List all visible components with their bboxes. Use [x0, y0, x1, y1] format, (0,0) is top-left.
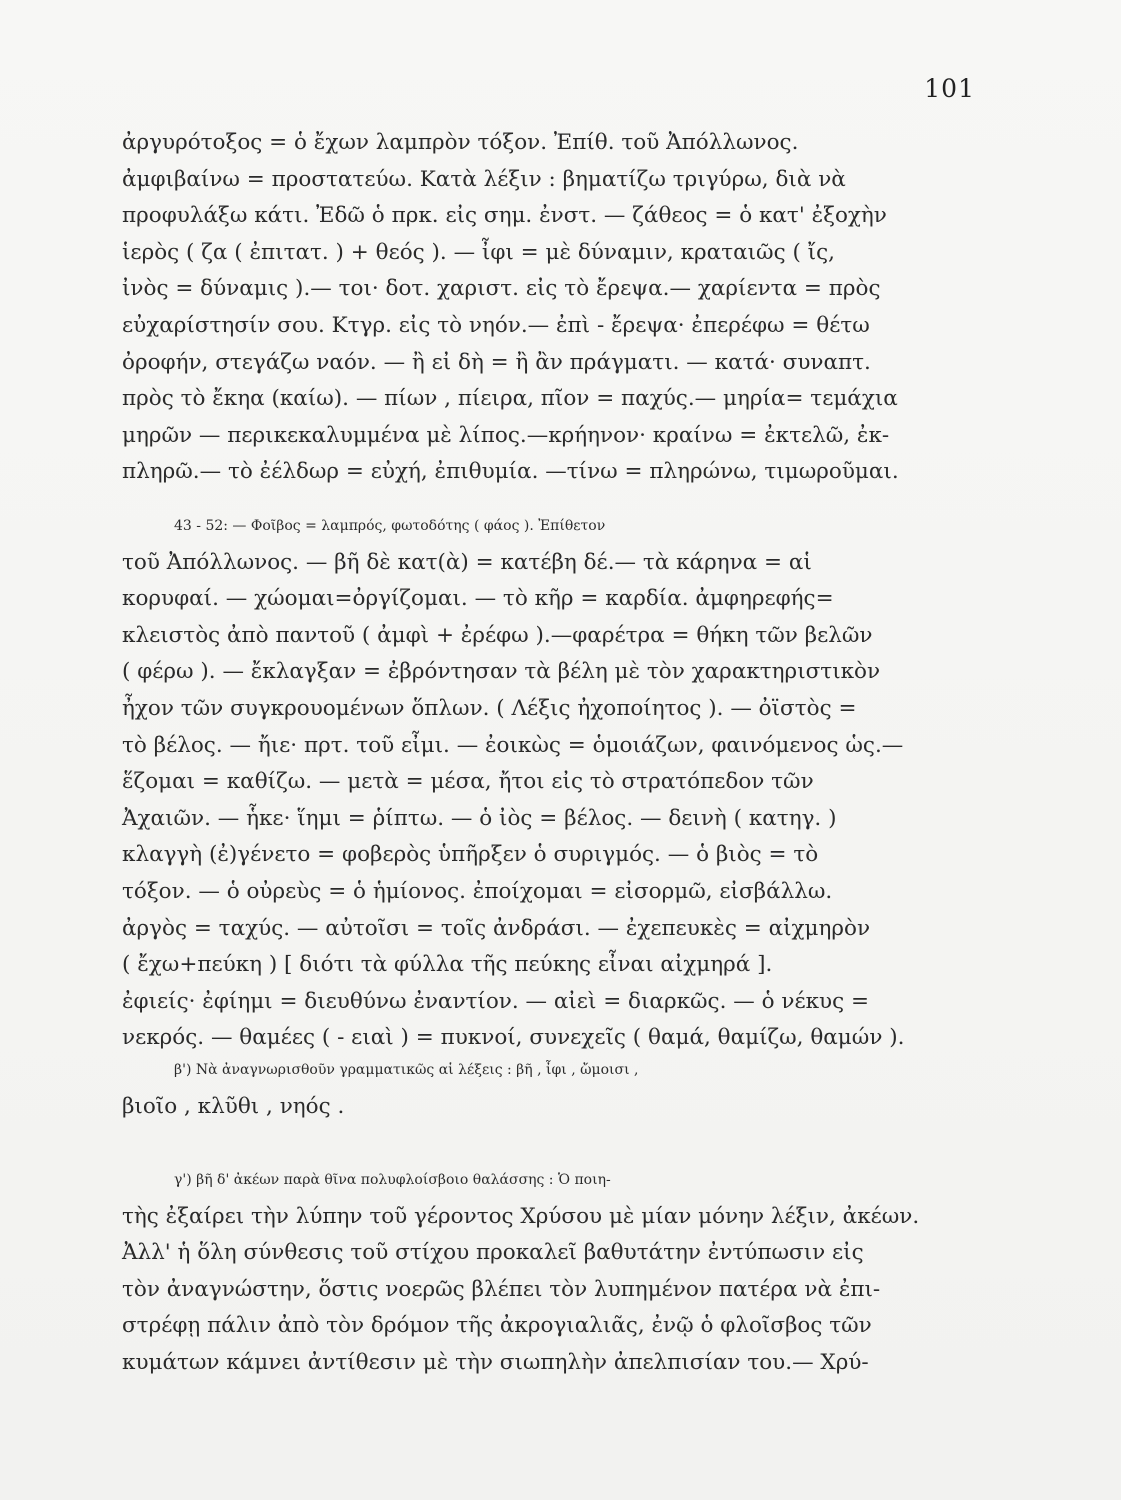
text-line: στρέφῃ πάλιν ἀπὸ τὸν δρόμον τῆς ἀκρογιαλιᾶς, ἐνῷ ὁ φλοῖσβος τῶν [122, 1313, 872, 1339]
text-line: Ἀχαιῶν. — ἧκε· ἵημι = ῥίπτω. — ὁ ἰὸς = βέλος. — δεινὴ ( κατηγ. ) [122, 805, 837, 831]
text-line: ἀργὸς = ταχύς. — αὐτοῖσι = τοῖς ἀνδράσι. — ἐχεπευκὲς = αἰχμηρὸν [122, 915, 871, 941]
text-line: βιοῖο , κλῦθι , νηός . [122, 1093, 345, 1119]
text-line: ἰνὸς = δύναμις ).— τοι· δοτ. χαριστ. εἰς τὸ ἔρεψα.— χαρίεντα = πρὸς [122, 276, 881, 302]
text-line: ἀργυρότοξος = ὁ ἔχων λαμπρὸν τόξον. Ἐπίθ. τοῦ Ἀπόλλωνος. [122, 130, 799, 155]
text-line: ( φέρω ). — ἔκλαγξαν = ἐβρόντησαν τὰ βέλη μὲ τὸν χαρακτηριστικὸν [122, 659, 881, 685]
text-line: εὐχαρίστησίν σου. Κτγρ. εἰς τὸ νηόν.— ἐπὶ - ἔρεψα· ἐπερέφω = θέτω [122, 312, 870, 338]
text-line: τοῦ Ἀπόλλωνος. — βῆ δὲ κατ(ὰ) = κατέβη δέ.— τὰ κάρηνα = αἱ [122, 549, 812, 575]
text-line: πρὸς τὸ ἔκηα (καίω). — πίων , πίειρα, πῖον = παχύς.— μηρία= τεμάχια [122, 386, 898, 412]
text-line: ἕζομαι = καθίζω. — μετὰ = μέσα, ἤτοι εἰς τὸ στρατόπεδον τῶν [122, 769, 814, 795]
text-line: τὸ βέλος. — ἤιε· πρτ. τοῦ εἶμι. — ἐοικὼς = ὁμοιάζων, φαινόμενος ὡς.— [122, 732, 904, 758]
text-line: κορυφαί. — χώομαι=ὀργίζομαι. — τὸ κῆρ = καρδία. ἀμφηρεφής= [122, 586, 834, 612]
text-line: ( ἔχω+πεύκη ) [ διότι τὰ φύλλα τῆς πεύκης εἶναι αἰχμηρά ]. [122, 952, 773, 978]
text-line: τὸν ἀναγνώστην, ὅστις νοερῶς βλέπει τὸν λυπημένον πατέρα νὰ ἐπι- [122, 1276, 881, 1302]
exercise-c [122, 1162, 962, 1382]
glossary-block-1 [122, 125, 962, 491]
text-line: ἦχον τῶν συγκρουομένων ὅπλων. ( Λέξις ἠχοποίητος ). — ὀϊστὸς = [122, 695, 857, 721]
text-line: γ') βῆ δ' ἀκέων παρὰ θῖνα πολυφλοίσβοιο θαλάσσης : Ὁ ποιη- [174, 1172, 611, 1188]
text-line: κυμάτων κάμνει ἀντίθεσιν μὲ τὴν σιωπηλὴν ἀπελπισίαν του.— Χρύ- [122, 1349, 869, 1375]
text-line: νεκρός. — θαμέες ( - ειαὶ ) = πυκνοί, συνεχεῖς ( θαμά, θαμίζω, θαμών ). [122, 1025, 905, 1051]
text-line: ὀροφήν, στεγάζω ναόν. — ἢ εἰ δὴ = ἢ ἂν πράγματι. — κατά· συναπτ. [122, 349, 871, 375]
text-line: κλαγγὴ (ἐ)γένετο = φοβερὸς ὑπῆρξεν ὁ συριγμός. — ὁ βιὸς = τὸ [122, 842, 819, 868]
text-line: β') Νὰ ἀναγνωρισθοῦν γραμματικῶς αἱ λέξεις : βῆ , ἶφι , ὤμοισι , [174, 1062, 639, 1078]
text-line: ἐφιείς· ἐφίημι = διευθύνω ἐναντίον. — αἰεὶ = διαρκῶς. — ὁ νέκυς = [122, 988, 869, 1014]
page-number: 101 [924, 74, 975, 103]
text-line: πληρῶ.— τὸ ἐέλδωρ = εὐχή, ἐπιθυμία. —τίνω = πληρώνω, τιμωροῦμαι. [122, 459, 899, 485]
text-line: τὴς ἐξαίρει τὴν λύπην τοῦ γέροντος Χρύσου μὲ μίαν μόνην λέξιν, ἀκέων. [122, 1203, 920, 1229]
text-line: προφυλάξω κάτι. Ἐδῶ ὁ πρκ. εἰς σημ. ἐνστ. — ζάθεος = ὁ κατ' ἐξοχὴν [122, 203, 887, 229]
text-line: 43 - 52: — Φοῖβος = λαμπρός, φωτοδότης ( φάος ). Ἐπίθετον [174, 518, 606, 534]
glossary-block-2 [122, 508, 962, 1057]
text-line: μηρῶν — περικεκαλυμμένα μὲ λίπος.—κρήηνον· κραίνω = ἐκτελῶ, ἐκ- [122, 422, 890, 448]
exercise-b [122, 1052, 962, 1125]
text-line: ἀμφιβαίνω = προστατεύω. Κατὰ λέξιν : βηματίζω τριγύρω, διὰ νὰ [122, 166, 846, 192]
text-line: ἱερὸς ( ζα ( ἐπιτατ. ) + θεός ). — ἶφι = μὲ δύναμιν, κραταιῶς ( ἴς, [122, 239, 835, 265]
text-line: τόξον. — ὁ οὐρεὺς = ὁ ἡμίονος. ἐποίχομαι = εἰσορμῶ, εἰσβάλλω. [122, 878, 833, 904]
text-line: κλειστὸς ἀπὸ παντοῦ ( ἀμφὶ + ἐρέφω ).—φαρέτρα = θήκη τῶν βελῶν [122, 622, 873, 648]
text-line: Ἀλλ' ἡ ὅλη σύνθεσις τοῦ στίχου προκαλεῖ βαθυτάτην ἐντύπωσιν εἰς [122, 1240, 864, 1266]
